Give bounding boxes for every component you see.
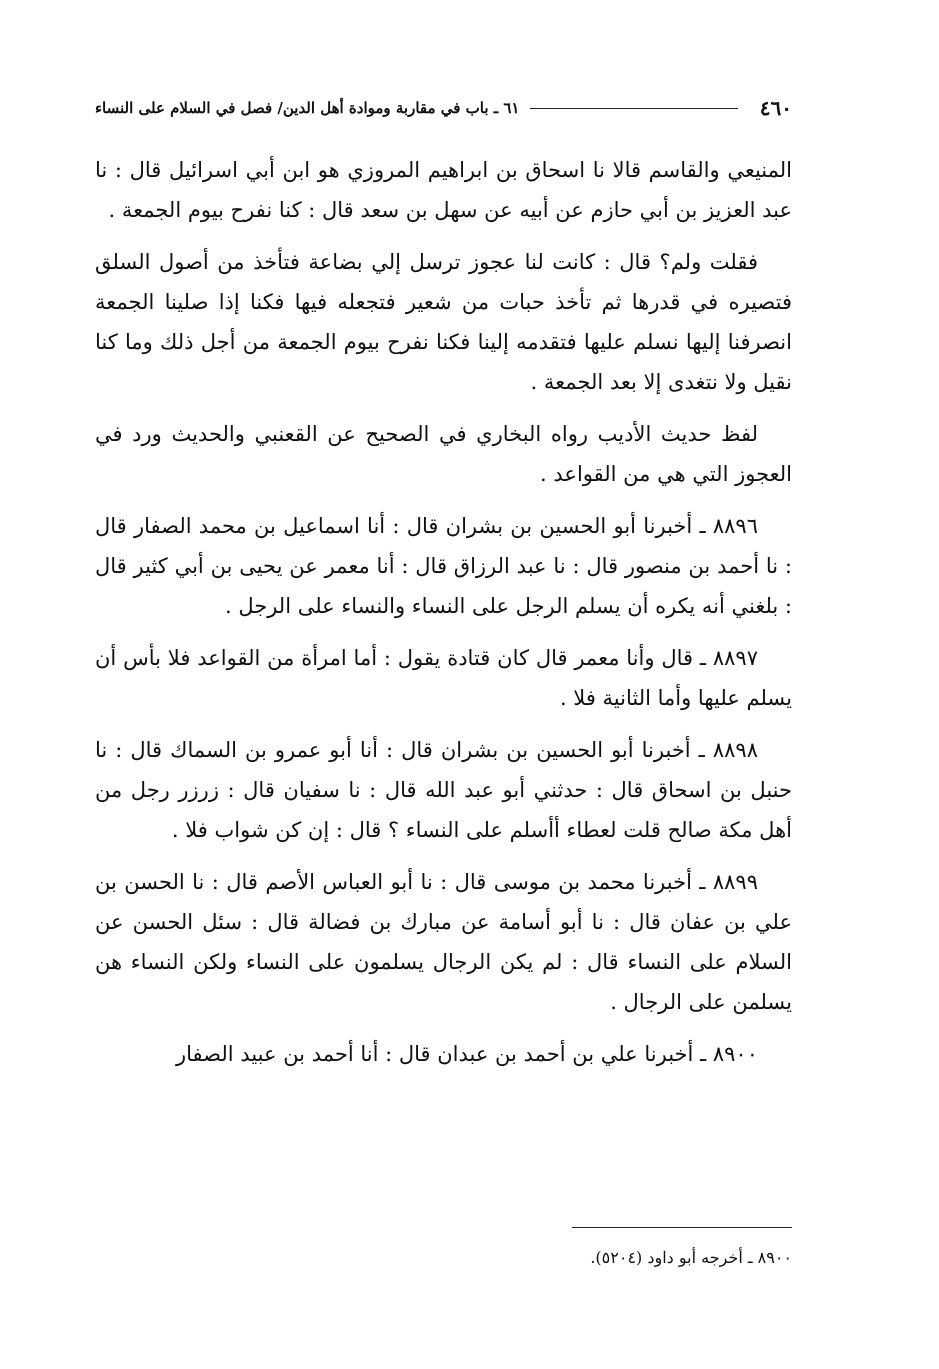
main-text (95, 150, 792, 1086)
header-divider (530, 108, 738, 109)
running-title: ٦١ ـ باب في مقاربة وموادة أهل الدين/ فصل في السلام على النساء (95, 99, 520, 117)
footnote: ٨٩٠٠ ـ أخرجه أبو داود (٥٢٠٤). (590, 1248, 792, 1267)
hadith-8897: ٨٨٩٧ ـ قال وأنا معمر قال كان قتادة يقول : أما امرأة من القواعد فلا بأس أن يسلم عليها وأما الثانية فلا . (95, 646, 792, 710)
paragraph: لفظ حديث الأديب رواه البخاري في الصحيح عن القعنبي والحديث ورد في العجوز التي هي من القواعد . (95, 422, 792, 486)
page-number: ٤٦٠ (759, 96, 792, 120)
page-header (95, 94, 792, 122)
hadith-8899: ٨٨٩٩ ـ أخبرنا محمد بن موسى قال : نا أبو العباس الأصم قال : نا الحسن بن علي بن عفان قال : نا أبو أسامة عن مبارك بن فضالة قال : سئل الحسن عن السلام على النساء قال : لم يكن الرجال يسلمون على النساء ولكن النساء هن يسلمن على الرجال . (95, 870, 792, 1014)
hadith-8900: ٨٩٠٠ ـ أخبرنا علي بن أحمد بن عبدان قال : أنا أحمد بن عبيد الصفار (176, 1042, 758, 1066)
paragraph: فقلت ولم؟ قال : كانت لنا عجوز ترسل إلي بضاعة فتأخذ من أصول السلق فتصيره في قدرها ثم تأخذ حبات من شعير فتجعله فيها فكنا إذا صلينا الجمعة انصرفنا إليها نسلم عليها فتقدمه إلينا فكنا نفرح بيوم الجمعة من أجل ذلك وما كنا نقيل ولا نتغدى إلا بعد الجمعة . (95, 250, 792, 394)
footnote-divider (572, 1227, 792, 1228)
hadith-8898: ٨٨٩٨ ـ أخبرنا أبو الحسين بن بشران قال : أنا أبو عمرو بن السماك قال : نا حنبل بن اسحاق قال : حدثني أبو عبد الله قال : نا سفيان قال : زرزر رجل من أهل مكة صالح قلت لعطاء أأسلم على النساء ؟ قال : إن كن شواب فلا . (95, 738, 792, 842)
paragraph-continuation: المنيعي والقاسم قالا نا اسحاق بن ابراهيم المروزي هو ابن أبي اسرائيل قال : نا عبد العزيز بن أبي حازم عن أبيه عن سهل بن سعد قال : كنا نفرح بيوم الجمعة . (95, 158, 792, 222)
hadith-8896: ٨٨٩٦ ـ أخبرنا أبو الحسين بن بشران قال : أنا اسماعيل بن محمد الصفار قال : نا أحمد بن منصور قال : نا عبد الرزاق قال : أنا معمر عن يحيى بن أبي كثير قال : بلغني أنه يكره أن يسلم الرجل على النساء والنساء على الرجل . (95, 514, 792, 618)
